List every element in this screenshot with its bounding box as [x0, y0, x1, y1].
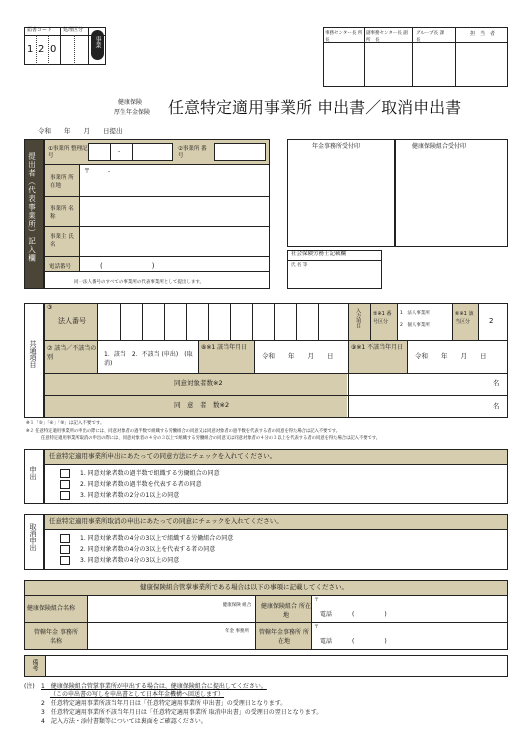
cancel-checkbox-2[interactable] — [60, 545, 70, 554]
cancel-checkbox-1[interactable] — [60, 534, 70, 543]
code-digit-2: 2 — [38, 44, 45, 55]
note-1: ※１「⑤」「⑥」「⑨」は記入不要です。 — [26, 421, 105, 426]
apply-checkbox-1[interactable] — [60, 469, 70, 478]
f8-label: ⑧※1 該当年月日 — [201, 344, 248, 351]
input-item-label: 入力項目 — [355, 308, 361, 328]
approval-header-3: グループ長 課 長 — [416, 31, 449, 43]
kumiai-header: 健康保険組合管掌事業所である場合は以下の事項に記載してください。 — [140, 583, 348, 591]
kenpo-stamp-label: 健康保険組合受付印 — [412, 143, 467, 150]
approval-header-4: 担 当 者 — [470, 31, 496, 37]
apply-option-3: 3. 同意対象者数の2分の1以上の同意 — [80, 492, 180, 499]
f1-input[interactable] — [88, 143, 173, 161]
code-header: 届書コード — [27, 27, 53, 33]
kumiai-tel-parens: ( ) — [352, 611, 387, 618]
consent-count-input[interactable] — [349, 374, 507, 394]
approval-header-1: 事務センター長 所 長 — [325, 31, 367, 43]
nenkin-name-input[interactable] — [88, 623, 218, 649]
cancel-vertical: 取消申出 — [29, 523, 37, 551]
owner-label: 事業主 氏 名 — [50, 234, 80, 248]
cancel-checkbox-3[interactable] — [60, 556, 70, 565]
same-number-note: 同一法人番号のすべての事業所の代表事業所として提出します。 — [74, 280, 205, 285]
code-digit-3: 0 — [50, 44, 57, 55]
consent-count-label: 同意対象者数※2 — [174, 379, 223, 387]
corp-number-input[interactable] — [98, 304, 348, 339]
cancel-option-1: 1. 同意対象者数の4分の3以上で組織する労働組合の同意 — [80, 535, 234, 542]
footer-note-2: 2 任意特定適用事業所該当年月日は「任意特定適用事業所 申出書」の受理日となります。 — [41, 700, 287, 707]
footer-note-3: 3 任意特定適用事業所不該当年月日は「任意特定適用事業所 取消申出書」の受理日の翌日となります。 — [41, 709, 323, 716]
f1-dash: - — [118, 148, 121, 155]
f7-options[interactable]: 1．該当 2．不該当 (申出) (取消) — [104, 351, 193, 367]
pension-stamp-label: 年金事務所受付印 — [312, 143, 361, 150]
footer-note-1: 1 健康保険組合管掌事業所が申出する場合は、健康保険組合に提出してください。 — [41, 683, 267, 690]
tel-label: 電話番号 — [49, 264, 72, 270]
f6-value: 2 — [489, 317, 494, 325]
corp-number-label: 法人番号 — [58, 317, 86, 325]
page-title: 任意特定適用事業所 申出書／取消申出書 — [168, 98, 462, 117]
doc-type-header: 処理区分 — [63, 27, 84, 33]
consent-people-label: 同 意 者 数※2 — [174, 401, 230, 409]
note-3: 任意特定適用事業所取消の申出の際には、同意対象者の４分の３以上で組織する労働組合の同意又は同意対象者の４分の３以上を代表する者の同意を得た場合は記入不要です。 — [41, 436, 381, 441]
cancel-option-2: 2. 同意対象者数の4分の3以上を代表する者の同意 — [80, 546, 216, 553]
f5-label: ⑤※1 番号区分 — [373, 311, 392, 325]
nenkin-name-label: 管轄年金 事務所名称 — [34, 629, 78, 645]
kumiai-addr-label: 健康保険組合 所在地 — [261, 603, 311, 619]
kumiai-tel-word: 電話 — [320, 611, 333, 618]
seal-label: 事業 — [94, 36, 101, 48]
tel-parens: ( ) — [100, 262, 155, 270]
apply-checkbox-2[interactable] — [60, 480, 70, 489]
kumiai-name-label: 健康保険組合名称 — [27, 605, 76, 612]
f9-date[interactable]: 令和 年 月 日 — [415, 352, 487, 360]
apply-checkbox-3[interactable] — [60, 491, 70, 500]
kenpo-stamp-box — [395, 139, 508, 247]
num3: ③ — [47, 304, 53, 311]
biko-box[interactable] — [24, 655, 508, 677]
footer-note-4: 4 記入方法・添付書類等については裏面をご確認ください。 — [41, 718, 207, 725]
apply-header: 任意特定適用事業所申出にあたっての同意方法にチェックを入れてください。 — [49, 452, 277, 460]
submitter-vertical: 提出者（代表事業所）記入欄 — [27, 152, 37, 263]
name-label: 事業所 名 称 — [50, 206, 80, 220]
f5-option-1: 1 法人事業所 — [400, 311, 430, 316]
f2-input[interactable] — [214, 143, 266, 161]
kumiai-name-input[interactable] — [88, 596, 218, 622]
postal-mark: 〒 - — [84, 168, 111, 175]
unit-people-2: 名 — [493, 402, 500, 410]
f6-label: ⑥※1 該当区分 — [455, 311, 474, 325]
code-digit-1: 1 — [27, 44, 34, 55]
f2-label: ②事業所 番 号 — [178, 146, 213, 159]
f8-date[interactable]: 令和 年 月 日 — [262, 352, 334, 360]
kumiai-postal: 〒 — [314, 597, 320, 603]
nenkin-tel-parens: ( ) — [352, 638, 387, 645]
common-vertical: 共通項目 — [29, 340, 37, 368]
nenkin-small: 年金 事務所 — [225, 629, 249, 634]
title-small-1: 健康保険 — [118, 99, 143, 106]
sharoushi-label: 社会保険労務士記載欄 — [291, 251, 347, 257]
biko-vertical: 備考 — [31, 659, 38, 671]
unit-people-1: 名 — [493, 379, 500, 387]
apply-option-2: 2. 同意対象者数の過半数を代表する者の同意 — [80, 481, 202, 488]
nenkin-addr-label: 管轄年金事務所 所在地 — [259, 629, 309, 645]
footer-note-1b: （この申出書の写しを申出書として日本年金機構へ回送します） — [50, 691, 225, 698]
note-2: ※２ 任意特定適用事業所の申出の際には、同意対象者の過半数で組織する労働組合の同意又は同意対象者の過半数を代表する者の同意を得た場合は記入不要です。 — [26, 429, 340, 434]
footer-prefix: (注) — [24, 683, 35, 690]
kumiai-small: 健康保険 組合 — [222, 603, 252, 608]
f5-option-2: 2 個人事業所 — [400, 323, 430, 328]
consent-people-input[interactable] — [349, 396, 507, 417]
cancel-header: 任意特定適用事業所取消の申出にあたっての同意にチェックを入れてください。 — [49, 517, 283, 525]
f9-label: ⑨※1 不該当年月日 — [351, 344, 404, 351]
cancel-option-3: 3. 同意対象者数の4分の3以上の同意 — [80, 557, 180, 564]
approval-header-2: 副事務センター長 副 所 長 — [366, 31, 413, 43]
f1-label: ①事業所 整理記号 — [48, 146, 88, 159]
f7-label: ⑦ 該当／不該当の別 — [47, 345, 97, 361]
nenkin-postal: 〒 — [314, 624, 320, 630]
date-line: 令和 年 月 日提出 — [38, 127, 123, 135]
addr-label: 事業所 所在地 — [50, 175, 74, 189]
title-small-2: 厚生年金保険 — [114, 109, 151, 116]
apply-vertical: 申出 — [29, 466, 37, 480]
nenkin-tel-word: 電話 — [320, 638, 333, 645]
sharoushi-name: 氏 名 等 — [291, 263, 308, 268]
apply-option-1: 1. 同意対象者数の過半数で組織する労働組合の同意 — [80, 470, 220, 477]
pension-stamp-box — [287, 139, 395, 247]
